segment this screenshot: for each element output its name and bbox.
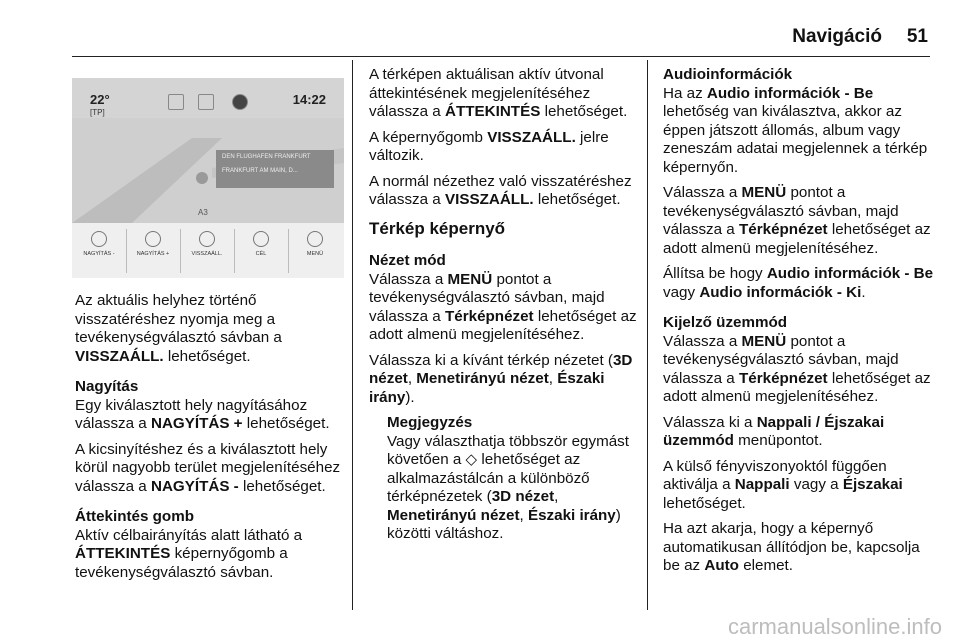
menu-label: MENÜ — [306, 251, 324, 257]
text: . — [861, 283, 866, 301]
watermark: carmanualsonline.info — [727, 614, 942, 639]
page-number: 51 — [906, 26, 928, 47]
screen-action-bar — [72, 223, 344, 278]
text: ). — [405, 388, 415, 406]
text: képernyőgomb a tevékenységválasztó sávban. — [75, 545, 288, 581]
navigation-screen-illustration — [72, 78, 344, 278]
bold-term: Nappali — [734, 476, 790, 493]
text: lehetőséget. — [533, 191, 621, 208]
text: menüpontot. — [733, 432, 823, 449]
column-2 — [369, 66, 637, 551]
bold-term: NAGYÍTÁS + — [150, 415, 243, 432]
text: lehetőség van kiválasztva, akkor az éppen játszott állomás, album vagy zeneszám adatai megjelennek a térkép képernyőn. — [663, 103, 928, 176]
destination-line-2: FRANKFURT AM MAIN, D... — [222, 168, 298, 174]
screen-tp-indicator: [TP] — [90, 108, 105, 117]
screen-time: 14:22 — [292, 92, 326, 107]
reset-label: VISSZAÁLL. — [191, 251, 223, 257]
paragraph — [663, 333, 935, 407]
text: elemet. — [738, 557, 793, 574]
destination-label: CÉL — [255, 251, 267, 257]
subsection-heading-nezet: Nézet mód — [369, 252, 446, 269]
paragraph — [75, 292, 347, 366]
text: pontot a tevékenységválasztó sávban, majd válassza a — [663, 184, 899, 238]
section-heading-kijelzo: Kijelző üzemmód — [663, 314, 788, 331]
paragraph — [663, 265, 935, 302]
text: pontot a tevékenységválasztó sávban, majd válassza a — [369, 270, 605, 325]
text: Válassza ki a — [663, 413, 757, 431]
text: Állítsa be hogy — [663, 265, 767, 282]
text: vagy a — [789, 476, 843, 493]
paragraph — [369, 66, 637, 122]
text: Ha azt akarja, hogy a képernyő automatikusan állítódjon be, kapcsolja be az — [663, 520, 920, 574]
bold-term: Éjszakai — [842, 476, 903, 493]
page-header — [0, 0, 960, 56]
screen-status-bar — [72, 78, 344, 118]
column-1 — [75, 292, 347, 589]
section-heading-nagyitas: Nagyítás — [75, 378, 139, 395]
text: , — [554, 488, 559, 505]
bold-term: Menetirányú nézet — [416, 370, 549, 387]
crosshair-icon — [199, 231, 215, 247]
section-heading-audio: Audioinformációk — [663, 66, 793, 83]
note-box — [369, 414, 637, 544]
text: lehetőséget. — [163, 347, 251, 365]
footer — [0, 610, 960, 642]
text: Válassza a — [663, 332, 742, 350]
bold-term: NAGYÍTÁS - — [150, 477, 239, 495]
search-icon — [253, 231, 269, 247]
zoom-in-button[interactable] — [126, 223, 180, 278]
zoom-out-button[interactable] — [72, 223, 126, 278]
bold-term: Menetirányú nézet — [387, 506, 520, 524]
paragraph — [369, 352, 637, 408]
text: vagy — [663, 283, 700, 301]
text: , — [519, 506, 528, 524]
paragraph — [663, 184, 935, 258]
bold-term: ÁTTEKINTÉS — [75, 545, 171, 562]
bold-term: VISSZAÁLL. — [75, 347, 164, 365]
paragraph — [663, 520, 935, 576]
section-heading-attekintes: Áttekintés gomb — [75, 508, 194, 525]
bold-term: Audio információk - Be — [706, 84, 874, 102]
text: Válassza a — [369, 270, 448, 288]
nav-icon — [232, 94, 248, 110]
section-heading-terkep: Térkép képernyő — [369, 218, 506, 238]
destination-button[interactable] — [234, 223, 288, 278]
paragraph — [369, 129, 637, 166]
bold-term: Térképnézet — [738, 369, 828, 387]
column-3 — [663, 66, 935, 583]
reset-button[interactable] — [180, 223, 234, 278]
screen-road-label: A3 — [198, 208, 208, 217]
bold-term: MENÜ — [741, 332, 787, 350]
paragraph — [369, 173, 637, 210]
header-rule — [72, 56, 930, 57]
position-marker — [196, 172, 208, 184]
column-divider-2 — [647, 60, 648, 610]
text: Válassza a — [663, 184, 742, 201]
menu-icon — [307, 231, 323, 247]
bold-term: Északi irány — [369, 370, 605, 406]
text: A normál nézethez való visszatéréshez válassza a — [369, 172, 632, 208]
paragraph — [663, 458, 935, 514]
bold-term: Auto — [704, 557, 739, 574]
text: jelre változik. — [369, 128, 609, 164]
text: ) közötti váltáshoz. — [387, 506, 621, 542]
bold-term: Térképnézet — [444, 307, 534, 325]
note-text — [387, 433, 637, 544]
zoom-out-label: NAGYÍTÁS - — [83, 251, 115, 257]
destination-line-1: DEN FLUGHAFEN FRANKFURT — [222, 154, 311, 160]
column-divider-1 — [352, 60, 353, 610]
text: A kicsinyítéshez és a kiválasztott hely körül nagyobb terület megjelenítéséhez válassza a — [75, 440, 341, 495]
paragraph — [75, 527, 347, 583]
paragraph — [663, 85, 935, 178]
page-title: Navigáció — [792, 26, 882, 47]
text: lehetőséget. — [663, 494, 746, 512]
bold-term: Audio információk - Ki — [699, 283, 862, 301]
text: Válassza ki a kívánt térkép nézetet ( — [369, 351, 613, 369]
text: Egy kiválasztott hely nagyításához válassza a — [75, 396, 308, 432]
text: Ha az — [663, 84, 707, 102]
note-title: Megjegyzés — [387, 414, 473, 431]
text: , — [548, 370, 558, 387]
text: pontot a tevékenységválasztó sávban, majd válassza a — [663, 332, 899, 387]
bold-term: 3D nézet — [369, 351, 633, 387]
text: lehetőséget. — [238, 477, 326, 495]
text: , — [407, 370, 417, 387]
bold-term: MENÜ — [447, 270, 493, 288]
bold-term: Északi irány — [527, 506, 616, 524]
text: lehetőséget. — [540, 103, 628, 120]
menu-button[interactable] — [288, 223, 342, 278]
bold-term: ÁTTEKINTÉS — [444, 103, 541, 120]
text: A képernyőgomb — [369, 128, 488, 146]
zoom-in-label: NAGYÍTÁS + — [136, 251, 170, 257]
screen-temperature: 22° — [90, 92, 110, 107]
text: lehetőséget az adott almenü megjelenítéséhez. — [369, 307, 637, 343]
text: lehetőséget az adott almenü megjelenítéséhez. — [663, 369, 931, 405]
text: A külső fényviszonyoktól függően aktiválja a — [663, 457, 887, 493]
paragraph — [369, 271, 637, 345]
bold-term: 3D nézet — [491, 488, 555, 505]
zoom-in-icon — [145, 231, 161, 247]
text: Az aktuális helyhez történő visszatéréshez nyomja meg a tevékenységválasztó sávban a — [75, 292, 282, 346]
audio-icon — [168, 94, 184, 110]
phone-icon — [198, 94, 214, 110]
screen-destination-box — [216, 150, 334, 188]
zoom-out-icon — [91, 231, 107, 247]
text: Aktív célbairányítás alatt látható a — [75, 526, 303, 544]
bold-term: Audio információk - Be — [766, 265, 934, 282]
bold-term: VISSZAÁLL. — [487, 128, 576, 146]
paragraph — [663, 414, 935, 451]
paragraph — [75, 441, 347, 497]
bold-term: VISSZAÁLL. — [444, 191, 534, 208]
paragraph — [75, 397, 347, 434]
bold-term: Térképnézet — [738, 221, 828, 238]
text: lehetőséget az adott almenü megjelenítéséhez. — [663, 221, 931, 257]
text: A térképen aktuálisan aktív útvonal áttekintésének megjelenítéséhez válassza a — [369, 66, 604, 120]
text: lehetőséget. — [242, 415, 330, 432]
bold-term: Nappali / Éjszakai üzemmód — [663, 413, 885, 449]
bold-term: MENÜ — [741, 184, 787, 201]
text: Vagy választhatja többször egymást követően a ◇ lehetőséget az alkalmazástálcán a különböző térképnézetek ( — [387, 432, 629, 505]
